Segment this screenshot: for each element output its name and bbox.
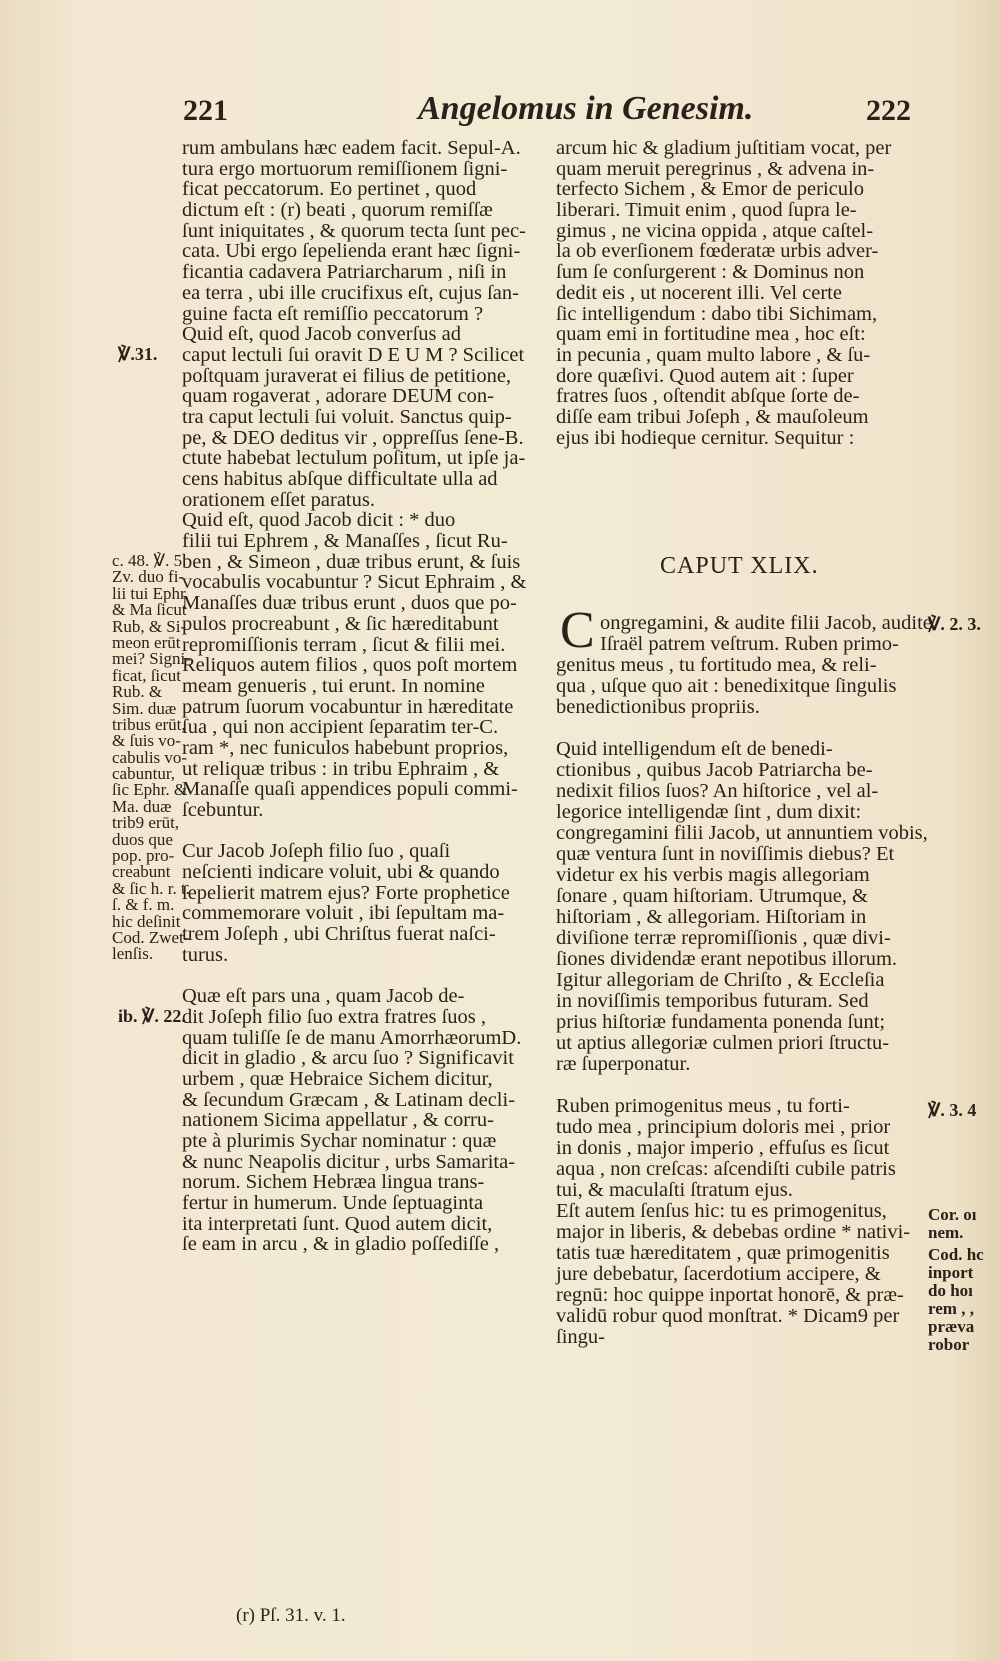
text-line: jure debebatur, ſacerdotium accipere, & (556, 1263, 881, 1285)
text-line: ſum ſe conſurgerent : & Dominus non (556, 261, 865, 284)
margin-line: Cod. Zwet- (112, 927, 190, 947)
text-line: Quid intelligendum eſt de benedi- (556, 738, 833, 760)
margin-line: ficat, ſicut (112, 665, 181, 685)
text-line: turus. (182, 943, 229, 966)
text-line: & ſecundum Græcam , & Latinam decli- (182, 1088, 516, 1111)
text-line: ut aptius allegoriæ culmen priori ſtructu- (556, 1032, 890, 1054)
margin-line: ſic Ephr. & (112, 780, 188, 800)
text-line: Reliquos autem filios , quos poſt mortem (182, 654, 518, 677)
text-line (556, 718, 932, 739)
margin-line: præva (928, 1317, 975, 1336)
margin-line: Rub, & Si- (112, 616, 187, 636)
text-line: regnū: hoc quippe inportat honorē, & præ- (556, 1284, 904, 1306)
text-line: Manaſſes duæ tribus erunt , duos que po- (182, 592, 517, 615)
text-line: terfecto Sichem , & Emor de periculo (556, 178, 864, 201)
text-line: in noviſſimis temporibus futuram. Sed (556, 990, 869, 1012)
text-line: tui, & maculaſti ſtratum ejus. (556, 1179, 793, 1201)
margin-line: tribus erūt, (112, 714, 186, 734)
text-line: dictum eſt : (r) beati , quorum remiſſæ (182, 199, 493, 222)
text-line: ctionibus , quibus Jacob Patriarcha be- (556, 759, 873, 781)
text-line: benedictionibus propriis. (556, 696, 760, 718)
margin-line: Rub. & (112, 682, 163, 702)
text-line: tura ergo mortuorum remiſſionem ſigni- (182, 157, 508, 180)
text-line: vocabulis vocabuntur ? Sicut Ephraim , & (182, 571, 527, 594)
text-line: hiſtoriam , & allegoriam. Hiſtoriam in (556, 906, 867, 928)
text-line: patrum ſuorum vocabuntur in hæreditate (182, 695, 514, 718)
text-line: Manaſſe quaſi appendices populi commi- (182, 778, 518, 801)
margin-note-verse-2-3: ℣. 2. 3. (928, 614, 981, 634)
text-line: diſſe eam tribui Joſeph , & mauſoleum (556, 405, 869, 428)
text-line: quam rogaverat , adorare DEUM con- (182, 385, 494, 408)
page-number-right: 222 (866, 94, 911, 127)
text-line: validū robur quod monſtrat. * Dicam9 per (556, 1305, 900, 1327)
text-line: nedixit filios ſuos? An hiſtorice , vel al- (556, 780, 879, 802)
text-line: qua , uſque quo ait : benedixitque ſingulis (556, 675, 897, 697)
text-line: repromiſſionis terram , ſicut & filii mei. (182, 633, 506, 656)
margin-line: Zv. duo fi- (112, 567, 185, 587)
text-line: quam tuliſſe ſe de manu AmorrhæorumD. (182, 1026, 522, 1049)
margin-note-ib-22: ib. ℣. 22. (118, 1006, 186, 1026)
text-line: & nunc Neapolis dicitur , urbs Samarita- (182, 1150, 516, 1173)
text-line: ficantia cadavera Patriarcharum , niſi in (182, 261, 507, 284)
text-line: aqua , non creſcas: aſcendiſti cubile patris (556, 1158, 896, 1180)
text-line: in pecunia , quam multo labore , & ſu- (556, 343, 871, 366)
text-line: urbem , quæ Hebraice Sichem dicitur, (182, 1067, 493, 1090)
margin-line: lenſis. (112, 944, 154, 964)
text-line: ficat peccatorum. Eo pertinet , quod (182, 178, 477, 201)
margin-line: robor (928, 1335, 970, 1354)
text-line: norum. Sichem Hebræa lingua trans- (182, 1171, 485, 1194)
running-title: Angelomus in Genesim. (418, 90, 754, 127)
text-line: arcum hic & gladium juſtitiam vocat, per (556, 137, 892, 159)
text-line: ctute habebat lectulum poſitum, ut ipſe ja- (182, 447, 526, 470)
text-line: Igitur allegoriam de Chriſto , & Eccleſia (556, 969, 885, 991)
text-line: diviſione terræ repromiſſionis , quæ divi- (556, 927, 891, 949)
margin-line: cabuntur, (112, 764, 176, 784)
text-line: legorice intelligendæ ſint , dum dixit: (556, 801, 862, 823)
text-line: ben , & Simeon , duæ tribus erunt, & ſuis (182, 550, 521, 573)
text-line: fratres ſuos , oſtendit abſque ſorte de- (556, 385, 860, 408)
margin-line: lii tui Ephr. (112, 583, 189, 603)
page-number-left: 221 (183, 94, 228, 127)
margin-line: inport (928, 1263, 974, 1282)
text-line: in donis , major imperio , effuſus es ſicut (556, 1137, 890, 1159)
text-line: ſe eam in arcu , & in gladio poſſediſſe , (182, 1233, 500, 1256)
text-line: liberari. Timuit enim , quod ſupra le- (556, 199, 857, 222)
margin-line: hic deſinit (112, 911, 181, 931)
text-line: congregamini filii Jacob, ut annuntiem vobis, (556, 822, 928, 844)
margin-line: pop. pro- (112, 846, 175, 866)
text-line: Ruben primogenitus meus , tu forti- (556, 1095, 850, 1117)
margin-line: cabulis vo- (112, 747, 188, 767)
text-line: tra caput lectuli ſui voluit. Sanctus quip- (182, 405, 512, 428)
text-line: ita interpretati ſunt. Quod autem dicit, (182, 1212, 493, 1235)
text-line: quam emi in fortitudine mea , hoc eſt: (556, 323, 866, 346)
text-line: major in liberis, & debebas ordine * nativi- (556, 1221, 911, 1243)
text-line: quæ ventura ſunt in noviſſimis diebus? Et (556, 843, 895, 865)
margin-note-cor (928, 1206, 977, 1242)
margin-line: ſ. & f. m. (112, 895, 175, 915)
margin-line: & ſic h. r. t. (112, 878, 190, 898)
text-line: ſunt iniquitates , & quorum tecta ſunt pec- (182, 219, 526, 242)
text-line: ſic intelligendum : dabo tibi Sichimam, (556, 302, 878, 325)
text-line: rum ambulans hæc eadem facit. Sepul-A. (182, 137, 521, 159)
text-line: gimus , ne vicina oppida , atque caſtel- (556, 219, 874, 242)
text-line: orationem eſſet paratus. (182, 488, 375, 511)
text-line: Quid eſt, quod Jacob converſus ad (182, 323, 461, 346)
text-line (182, 821, 552, 842)
text-line: pe, & DEO deditus vir , oppreſſus ſene-B. (182, 426, 524, 449)
text-line: ſonare , quam hiſtoriam. Utrumque, & (556, 885, 868, 907)
text-line: dicit in gladio , & arcu ſuo ? Significavit (182, 1047, 514, 1070)
right-text-column-chapter (556, 613, 932, 1348)
margin-line: c. 48. ℣. 5. (112, 551, 187, 570)
text-line: ongregamini, & audite filii Jacob, audite (600, 612, 932, 634)
text-line: Quid eſt, quod Jacob dicit : * duo (182, 509, 456, 532)
text-line: quam meruit peregrinus , & advena in- (556, 157, 875, 180)
text-line: ea terra , ubi ille crucifixus eſt, cujus ſan- (182, 281, 519, 304)
text-line: nationem Sicima appellatur , & corru- (182, 1109, 494, 1132)
chapter-heading: CAPUT XLIX. (660, 553, 819, 579)
margin-line: Ma. duæ (112, 796, 172, 816)
text-line: tatis tuæ hæreditatem , quæ primogenitis (556, 1242, 890, 1264)
text-line: dore quæſivi. Quod autem ait : ſuper (556, 364, 854, 387)
text-line: ſingu- (556, 1326, 605, 1348)
right-text-column-top (556, 138, 930, 448)
text-line: ut reliquæ tribus : in tribu Ephraim , & (182, 757, 500, 780)
text-line: guine facta eſt remiſſio peccatorum ? (182, 302, 484, 325)
text-line: ſiones dividendæ erant nepotibus illorum. (556, 948, 898, 970)
margin-line: Cor. oı (928, 1205, 977, 1224)
text-line: dedit eis , ut nocerent illi. Vel certe (556, 281, 842, 304)
margin-line: Cod. hc (928, 1245, 984, 1264)
text-line: videtur ex his verbis magis allegoriam (556, 864, 870, 886)
text-line: ræ ſuperponatur. (556, 1053, 691, 1075)
margin-line: Sim. duæ (112, 698, 177, 718)
margin-note-verse-31: ℣.31. (118, 344, 158, 364)
left-text-column (182, 138, 552, 1255)
text-line: la ob everſionem fœderatæ urbis adver- (556, 240, 879, 263)
text-line: Eſt autem ſenſus hic: tu es primogenitus, (556, 1200, 887, 1222)
text-line: poſtquam juraverat ei filius de petitione, (182, 364, 512, 387)
text-line: tudo mea , principium doloris mei , prior (556, 1116, 891, 1138)
footnote: (r) Pſ. 31. v. 1. (236, 1605, 346, 1626)
margin-line: mei? Signi- (112, 649, 191, 669)
text-line: Iſraël patrem veſtrum. Ruben primo- (600, 633, 899, 655)
margin-line: trib9 erūt, (112, 813, 180, 833)
text-line: meam genueris , tui erunt. In nomine (182, 674, 485, 697)
margin-line: creabunt (112, 862, 171, 882)
running-header (0, 90, 1000, 134)
margin-note-verse-3-4: ℣. 3. 4 (928, 1100, 977, 1120)
text-line: caput lectuli ſui oravit D E U M ? Scilicet (182, 343, 525, 366)
text-line: pulos procreabunt , & ſic hæreditabunt (182, 612, 499, 635)
text-line: cens habitus abſque difficultate ulla ad (182, 468, 498, 490)
text-line: ram *, nec funiculos habebunt proprios, (182, 736, 509, 759)
text-line: filii tui Ephrem , & Manaſſes , ſicut Ru- (182, 530, 508, 553)
margin-line: rem , , (928, 1299, 974, 1318)
margin-note-c48 (112, 553, 191, 963)
text-line: trem Joſeph , ubi Chriſtus fuerat naſci- (182, 923, 496, 946)
margin-line: & Ma ſicut (112, 600, 187, 620)
margin-line: & ſuis vo- (112, 731, 181, 751)
text-line: ejus ibi hodieque cernitur. Sequitur : (556, 426, 855, 449)
text-line: cata. Ubi ergo ſepelienda erant hæc ſigni- (182, 240, 521, 263)
margin-line: meon erūt (112, 632, 181, 652)
text-line: Quæ eſt pars una , quam Jacob de- (182, 985, 465, 1008)
text-line: genitus meus , tu fortitudo mea, & reli- (556, 654, 877, 676)
text-line: fertur in humerum. Unde ſeptuaginta (182, 1192, 484, 1215)
text-line: Cur Jacob Joſeph filio ſuo , quaſi (182, 840, 451, 863)
text-line (182, 966, 552, 987)
text-line: ſcebuntur. (182, 799, 264, 821)
margin-line: nem. (928, 1223, 964, 1242)
margin-line: do hoı (928, 1281, 973, 1300)
text-line: commemorare voluit , ibi ſepultam ma- (182, 902, 505, 925)
text-line (556, 1075, 932, 1096)
text-line: ſua , qui non accipient ſeparatim ter-C. (182, 716, 499, 739)
margin-note-cod (928, 1246, 984, 1354)
text-line: dit Joſeph filio ſuo extra fratres ſuos , (182, 1005, 487, 1028)
drop-initial: C (560, 602, 595, 659)
text-line: ſepelierit matrem ejus? Forte prophetice (182, 881, 510, 904)
text-line: pte à plurimis Sychar nominatur : quæ (182, 1130, 497, 1152)
margin-line: duos que (112, 829, 173, 849)
text-line: prius hiſtoriæ fundamenta ponenda ſunt; (556, 1011, 886, 1033)
text-line: neſcienti indicare voluit, ubi & quando (182, 861, 500, 884)
